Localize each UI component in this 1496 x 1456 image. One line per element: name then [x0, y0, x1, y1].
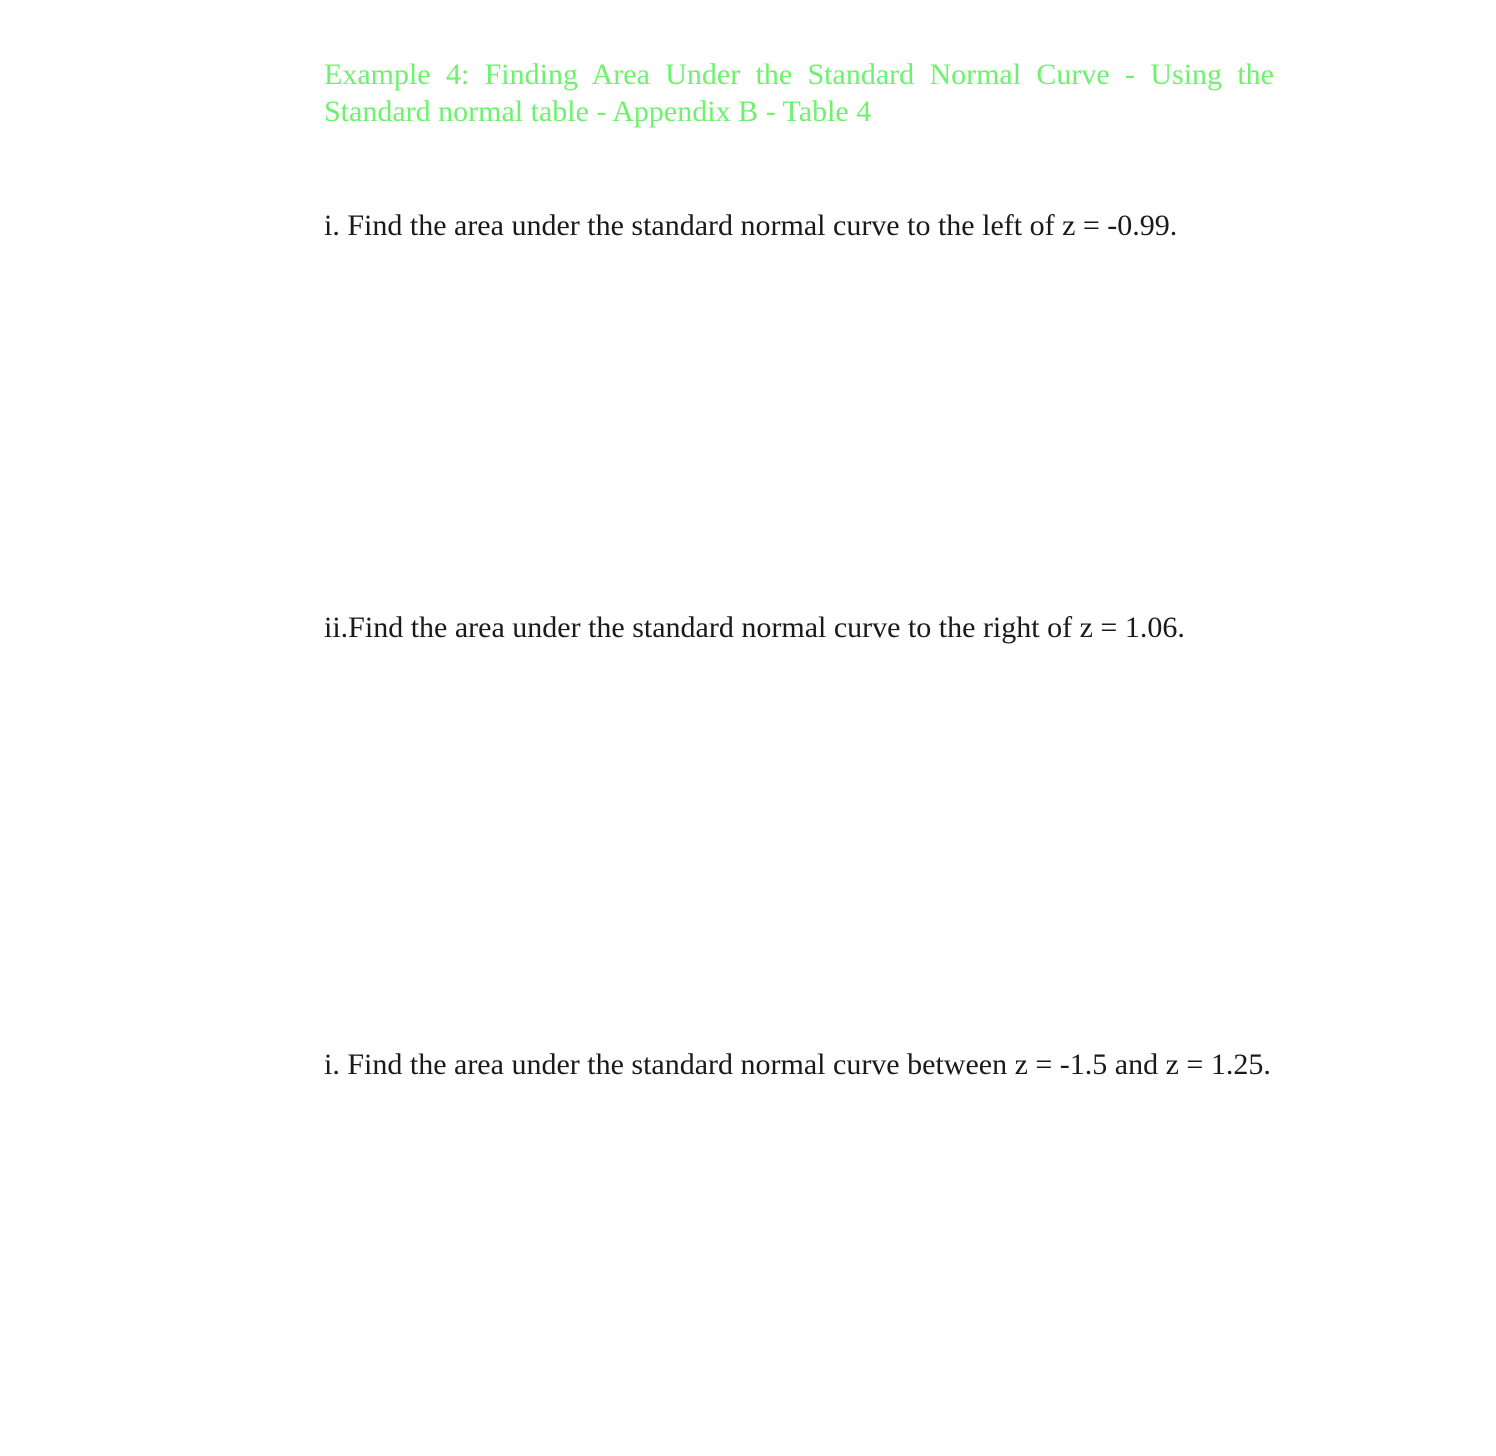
problem-left-tail: i. Find the area under the standard normal curve to the left of z = -0.99.: [324, 209, 1178, 242]
problem-right-tail: ii.Find the area under the standard normal curve to the right of z = 1.06.: [324, 611, 1185, 644]
example-heading: Example 4: Finding Area Under the Standard Normal Curve - Using the Standard normal table - Appendix B - Table 4: [324, 58, 1274, 128]
problem-between: i. Find the area under the standard normal curve between z = -1.5 and z = 1.25.: [324, 1048, 1271, 1081]
